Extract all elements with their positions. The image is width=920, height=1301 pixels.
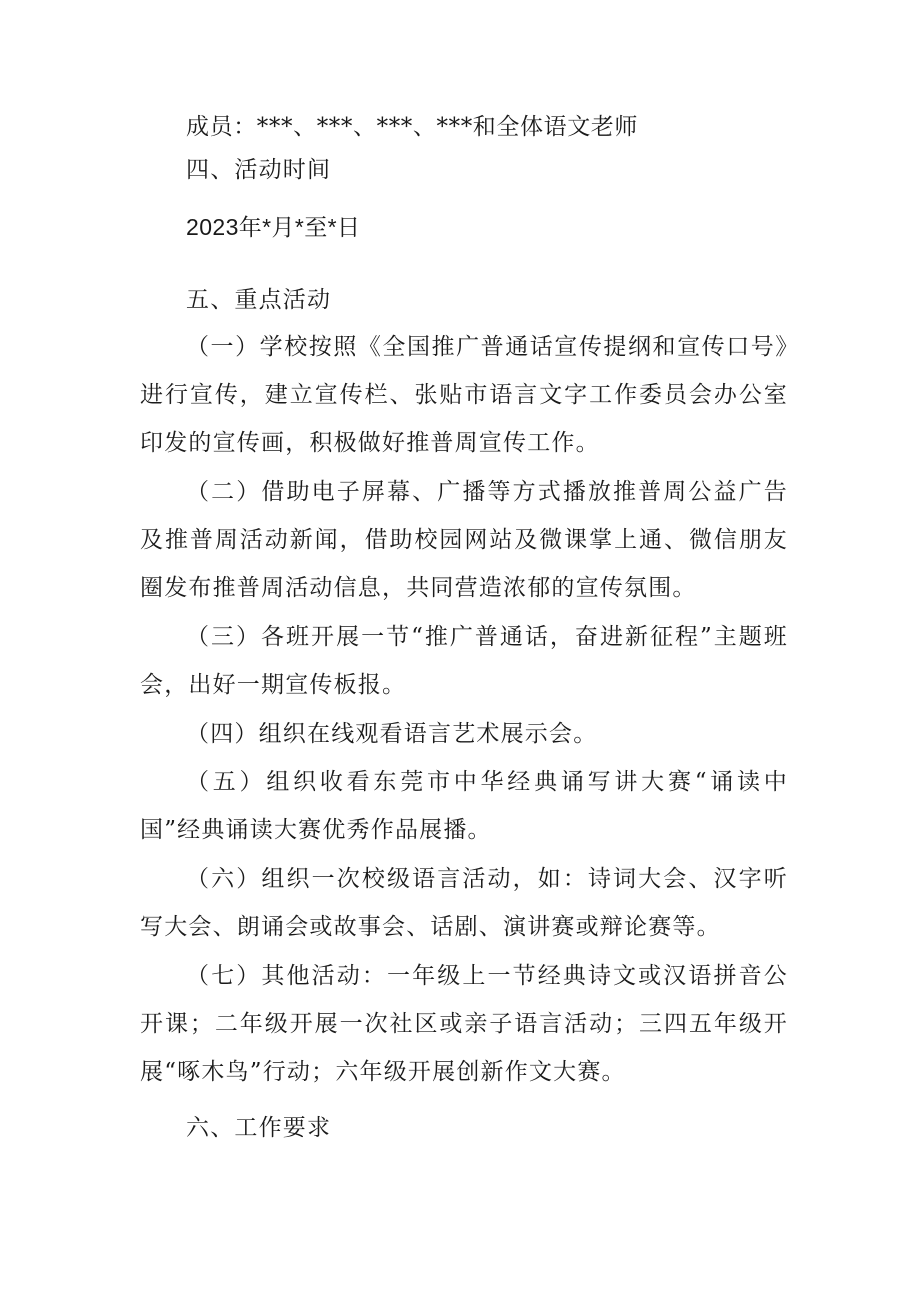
activity-item-2: （二）借助电子屏幕、广播等方式播放推普周公益广告及推普周活动新闻，借助校园网站及微课掌上通、微信朋友圈发布推普周活动信息，共同营造浓郁的宣传氛围。 — [140, 479, 788, 601]
section-5-heading: 五、重点活动 — [186, 287, 332, 313]
activity-item-5: （五）组织收看东莞市中华经典诵写讲大赛“诵读中国”经典诵读大赛优秀作品展播。 — [140, 769, 788, 843]
members-line: 成员：***、***、***、***和全体语文老师 — [186, 114, 638, 140]
activity-date: 2023年*月*至*日 — [186, 214, 361, 240]
activity-item-6: （六）组织一次校级语言活动，如：诗词大会、汉字听写大会、朗诵会或故事会、话剧、演讲赛或辩论赛等。 — [140, 866, 788, 940]
activity-item-1: （一）学校按照《全国推广普通话宣传提纲和宣传口号》进行宣传，建立宣传栏、张贴市语言文字工作委员会办公室印发的宣传画，积极做好推普周宣传工作。 — [140, 334, 788, 456]
activity-item-7: （七）其他活动：一年级上一节经典诗文或汉语拼音公开课；二年级开展一次社区或亲子语言活动；三四五年级开展“啄木鸟”行动；六年级开展创新作文大赛。 — [140, 963, 788, 1085]
section-4-heading: 四、活动时间 — [186, 157, 332, 183]
section-6-heading: 六、工作要求 — [186, 1115, 332, 1141]
activity-item-4: （四）组织在线观看语言艺术展示会。 — [186, 721, 598, 747]
activity-item-3: （三）各班开展一节“推广普通话，奋进新征程”主题班会，出好一期宣传板报。 — [140, 624, 788, 698]
